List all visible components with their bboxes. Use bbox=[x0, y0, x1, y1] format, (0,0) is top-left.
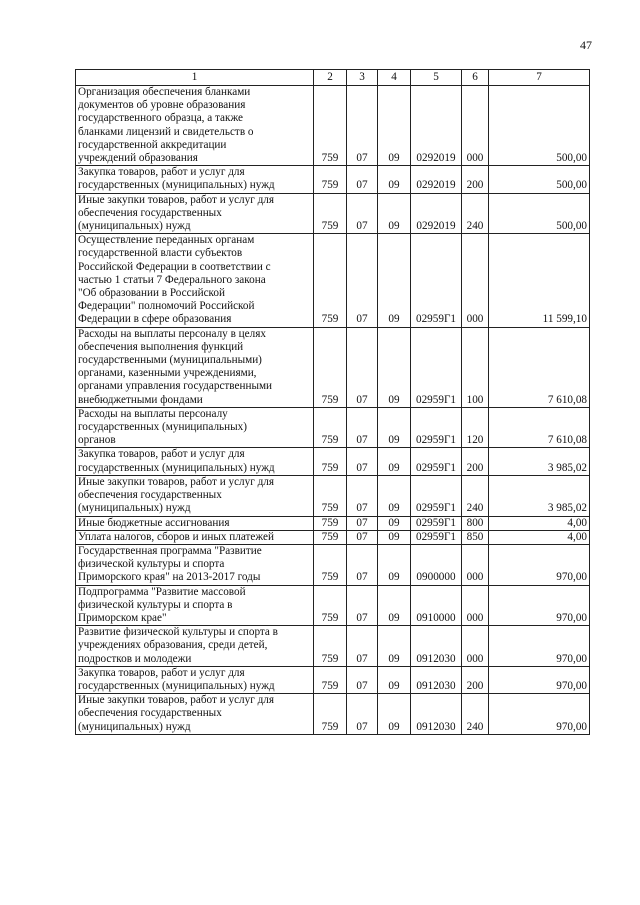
item-name-cell: Закупка товаров, работ и услуг для государственных (муниципальных) нужд bbox=[76, 666, 314, 693]
target-article-cell: 0912030 bbox=[411, 666, 462, 693]
subsection-cell: 09 bbox=[378, 694, 411, 735]
target-article-cell: 0292019 bbox=[411, 193, 462, 234]
header-cell: 3 bbox=[347, 70, 378, 86]
subsection-cell: 09 bbox=[378, 666, 411, 693]
subsection-cell: 09 bbox=[378, 86, 411, 166]
amount-cell: 500,00 bbox=[489, 193, 590, 234]
code-cell: 759 bbox=[314, 166, 347, 193]
section-cell: 07 bbox=[347, 193, 378, 234]
page-number: 47 bbox=[580, 38, 592, 52]
code-cell: 759 bbox=[314, 626, 347, 667]
item-name-cell: Государственная программа "Развитие физической культуры и спорта Приморского края" на 2013-2017 годы bbox=[76, 544, 314, 585]
header-cell: 4 bbox=[378, 70, 411, 86]
subsection-cell: 09 bbox=[378, 407, 411, 448]
subsection-cell: 09 bbox=[378, 166, 411, 193]
amount-cell: 970,00 bbox=[489, 666, 590, 693]
amount-cell: 4,00 bbox=[489, 530, 590, 544]
subsection-cell: 09 bbox=[378, 475, 411, 516]
target-article-cell: 02959Г1 bbox=[411, 530, 462, 544]
item-name-cell: Расходы на выплаты персоналу в целях обеспечения выполнения функций государственными (муниципальными) органами, казенными учреждениями, органами управления государственными внебюджетными фондами bbox=[76, 327, 314, 407]
expense-type-cell: 100 bbox=[462, 327, 489, 407]
code-cell: 759 bbox=[314, 694, 347, 735]
amount-cell: 4,00 bbox=[489, 516, 590, 530]
budget-table bbox=[75, 69, 590, 735]
target-article-cell: 0912030 bbox=[411, 694, 462, 735]
amount-cell: 11 599,10 bbox=[489, 234, 590, 327]
table-row bbox=[76, 234, 590, 327]
expense-type-cell: 240 bbox=[462, 193, 489, 234]
code-cell: 759 bbox=[314, 448, 347, 475]
target-article-cell: 0900000 bbox=[411, 544, 462, 585]
subsection-cell: 09 bbox=[378, 516, 411, 530]
target-article-cell: 02959Г1 bbox=[411, 516, 462, 530]
target-article-cell: 02959Г1 bbox=[411, 475, 462, 516]
table-row bbox=[76, 585, 590, 626]
header-cell: 7 bbox=[489, 70, 590, 86]
item-name-cell: Организация обеспечения бланками документов об уровне образования государственного образца, а также бланками лицензий и свидетельств о государственной аккредитации учреждений образования bbox=[76, 86, 314, 166]
section-cell: 07 bbox=[347, 475, 378, 516]
header-row bbox=[76, 70, 590, 86]
header-cell: 2 bbox=[314, 70, 347, 86]
expense-type-cell: 000 bbox=[462, 234, 489, 327]
item-name-cell: Развитие физической культуры и спорта в учреждениях образования, среди детей, подростков и молодежи bbox=[76, 626, 314, 667]
code-cell: 759 bbox=[314, 585, 347, 626]
subsection-cell: 09 bbox=[378, 234, 411, 327]
target-article-cell: 0910000 bbox=[411, 585, 462, 626]
item-name-cell: Иные бюджетные ассигнования bbox=[76, 516, 314, 530]
code-cell: 759 bbox=[314, 86, 347, 166]
subsection-cell: 09 bbox=[378, 585, 411, 626]
table-row bbox=[76, 448, 590, 475]
header-cell: 6 bbox=[462, 70, 489, 86]
code-cell: 759 bbox=[314, 327, 347, 407]
amount-cell: 500,00 bbox=[489, 166, 590, 193]
target-article-cell: 02959Г1 bbox=[411, 407, 462, 448]
expense-type-cell: 240 bbox=[462, 694, 489, 735]
section-cell: 07 bbox=[347, 585, 378, 626]
header-cell: 5 bbox=[411, 70, 462, 86]
code-cell: 759 bbox=[314, 530, 347, 544]
amount-cell: 970,00 bbox=[489, 544, 590, 585]
expense-type-cell: 850 bbox=[462, 530, 489, 544]
table-row bbox=[76, 86, 590, 166]
expense-type-cell: 120 bbox=[462, 407, 489, 448]
amount-cell: 3 985,02 bbox=[489, 475, 590, 516]
item-name-cell: Осуществление переданных органам государственной власти субъектов Российской Федерации в соответствии с частью 1 статьи 7 Федерального закона "Об образовании в Российской Федерации" полномочий Российской Федерации в сфере образования bbox=[76, 234, 314, 327]
amount-cell: 970,00 bbox=[489, 626, 590, 667]
section-cell: 07 bbox=[347, 234, 378, 327]
subsection-cell: 09 bbox=[378, 544, 411, 585]
amount-cell: 3 985,02 bbox=[489, 448, 590, 475]
expense-type-cell: 800 bbox=[462, 516, 489, 530]
code-cell: 759 bbox=[314, 407, 347, 448]
code-cell: 759 bbox=[314, 516, 347, 530]
section-cell: 07 bbox=[347, 626, 378, 667]
target-article-cell: 0292019 bbox=[411, 166, 462, 193]
expense-type-cell: 000 bbox=[462, 544, 489, 585]
section-cell: 07 bbox=[347, 666, 378, 693]
code-cell: 759 bbox=[314, 234, 347, 327]
table-row bbox=[76, 166, 590, 193]
subsection-cell: 09 bbox=[378, 327, 411, 407]
section-cell: 07 bbox=[347, 544, 378, 585]
section-cell: 07 bbox=[347, 407, 378, 448]
table-row bbox=[76, 516, 590, 530]
amount-cell: 7 610,08 bbox=[489, 407, 590, 448]
section-cell: 07 bbox=[347, 694, 378, 735]
expense-type-cell: 240 bbox=[462, 475, 489, 516]
section-cell: 07 bbox=[347, 448, 378, 475]
code-cell: 759 bbox=[314, 193, 347, 234]
item-name-cell: Закупка товаров, работ и услуг для государственных (муниципальных) нужд bbox=[76, 166, 314, 193]
target-article-cell: 02959Г1 bbox=[411, 448, 462, 475]
item-name-cell: Иные закупки товаров, работ и услуг для обеспечения государственных (муниципальных) нужд bbox=[76, 694, 314, 735]
table-row bbox=[76, 626, 590, 667]
table-row bbox=[76, 666, 590, 693]
code-cell: 759 bbox=[314, 475, 347, 516]
item-name-cell: Расходы на выплаты персоналу государственных (муниципальных) органов bbox=[76, 407, 314, 448]
table-row bbox=[76, 544, 590, 585]
section-cell: 07 bbox=[347, 530, 378, 544]
amount-cell: 970,00 bbox=[489, 585, 590, 626]
subsection-cell: 09 bbox=[378, 530, 411, 544]
expense-type-cell: 000 bbox=[462, 86, 489, 166]
subsection-cell: 09 bbox=[378, 448, 411, 475]
table-row bbox=[76, 475, 590, 516]
subsection-cell: 09 bbox=[378, 626, 411, 667]
code-cell: 759 bbox=[314, 544, 347, 585]
table-row bbox=[76, 407, 590, 448]
expense-type-cell: 200 bbox=[462, 448, 489, 475]
code-cell: 759 bbox=[314, 666, 347, 693]
amount-cell: 970,00 bbox=[489, 694, 590, 735]
expense-type-cell: 200 bbox=[462, 166, 489, 193]
table-row bbox=[76, 530, 590, 544]
amount-cell: 7 610,08 bbox=[489, 327, 590, 407]
section-cell: 07 bbox=[347, 516, 378, 530]
item-name-cell: Уплата налогов, сборов и иных платежей bbox=[76, 530, 314, 544]
item-name-cell: Подпрограмма "Развитие массовой физической культуры и спорта в Приморском крае" bbox=[76, 585, 314, 626]
expense-type-cell: 200 bbox=[462, 666, 489, 693]
item-name-cell: Закупка товаров, работ и услуг для государственных (муниципальных) нужд bbox=[76, 448, 314, 475]
table-row bbox=[76, 193, 590, 234]
target-article-cell: 0292019 bbox=[411, 86, 462, 166]
subsection-cell: 09 bbox=[378, 193, 411, 234]
section-cell: 07 bbox=[347, 166, 378, 193]
item-name-cell: Иные закупки товаров, работ и услуг для обеспечения государственных (муниципальных) нужд bbox=[76, 193, 314, 234]
target-article-cell: 02959Г1 bbox=[411, 234, 462, 327]
section-cell: 07 bbox=[347, 327, 378, 407]
section-cell: 07 bbox=[347, 86, 378, 166]
header-cell: 1 bbox=[76, 70, 314, 86]
amount-cell: 500,00 bbox=[489, 86, 590, 166]
expense-type-cell: 000 bbox=[462, 626, 489, 667]
target-article-cell: 02959Г1 bbox=[411, 327, 462, 407]
table-row bbox=[76, 327, 590, 407]
expense-type-cell: 000 bbox=[462, 585, 489, 626]
item-name-cell: Иные закупки товаров, работ и услуг для обеспечения государственных (муниципальных) нужд bbox=[76, 475, 314, 516]
target-article-cell: 0912030 bbox=[411, 626, 462, 667]
table-row bbox=[76, 694, 590, 735]
